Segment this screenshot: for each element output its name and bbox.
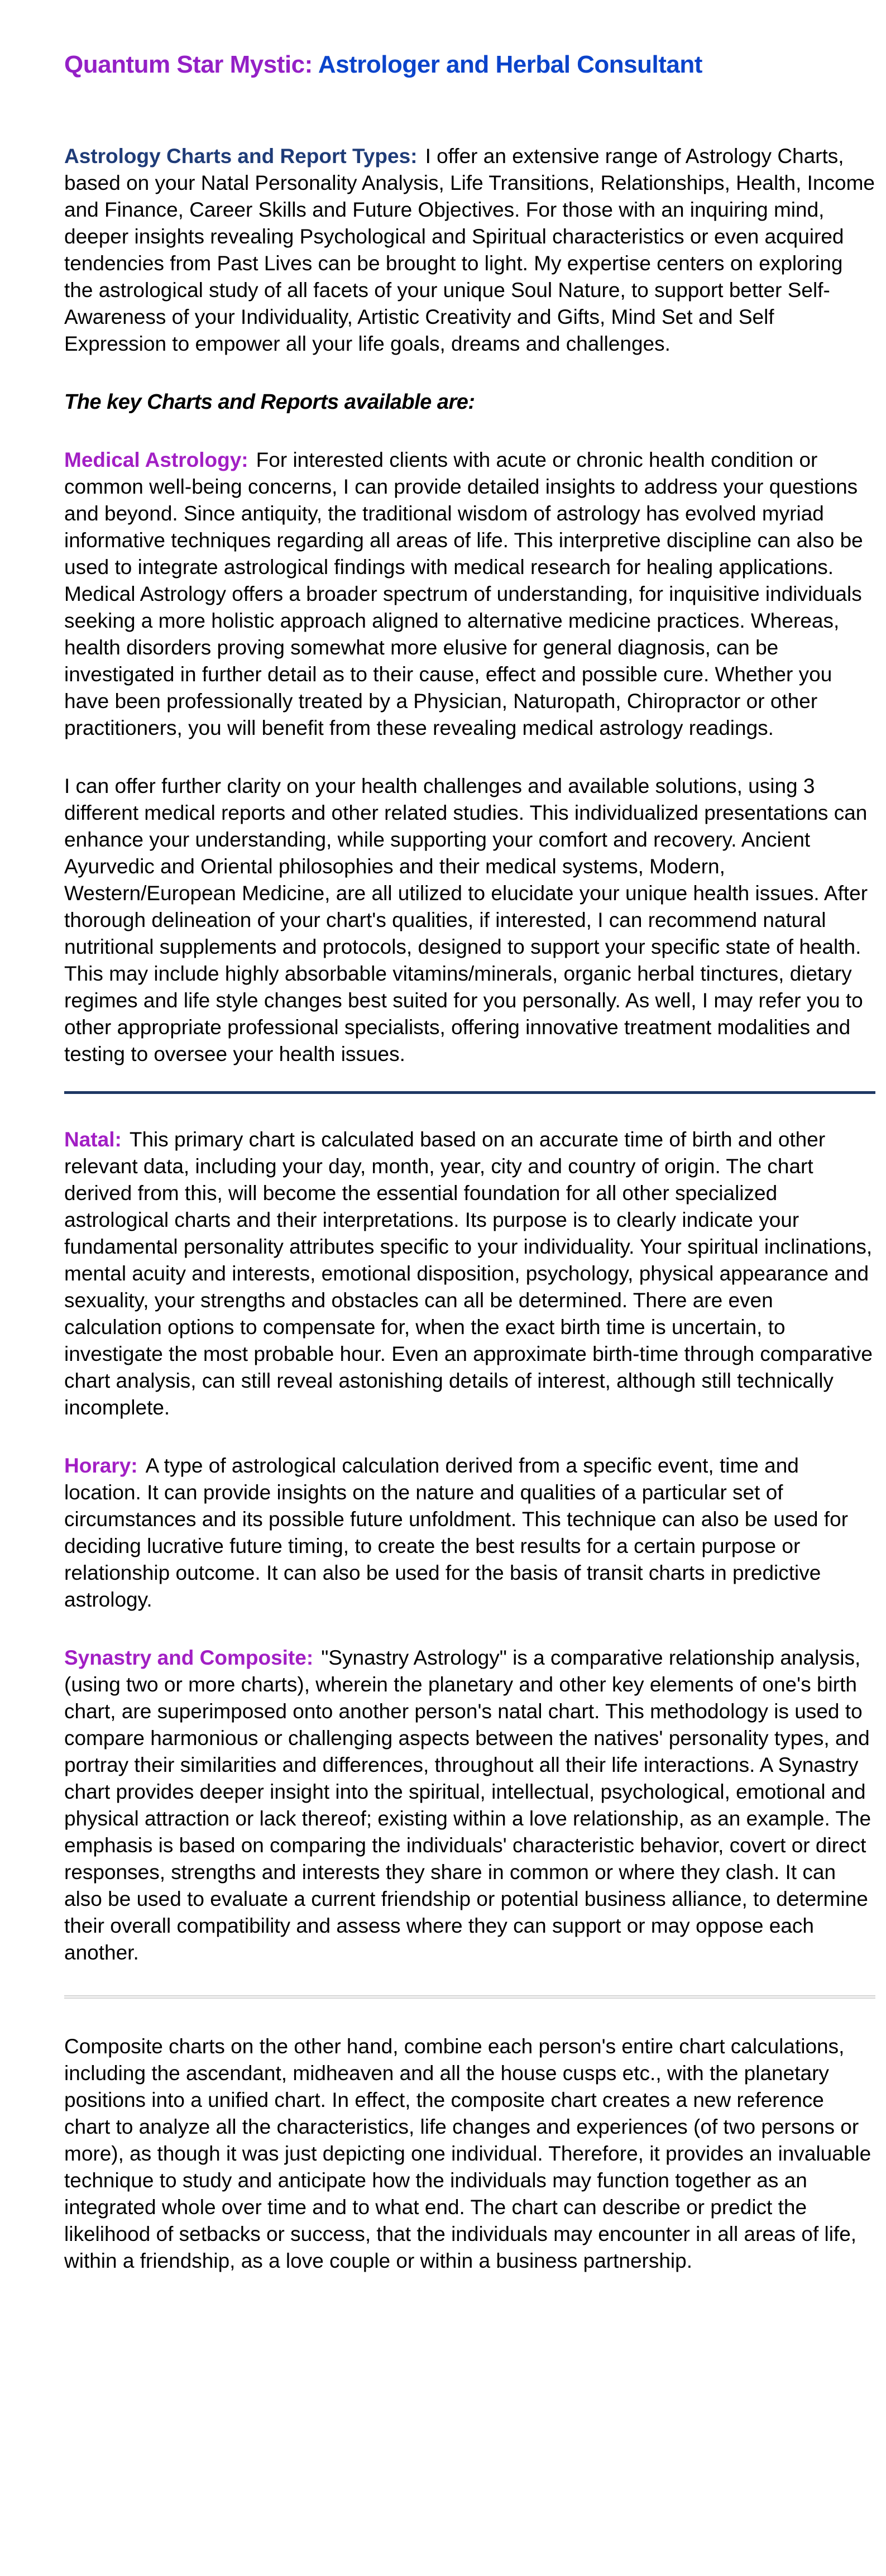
horary-text: A type of astrological calculation derived from a specific event, time and location. It can provide insights on the nature and qualities of a particular set of circumstances and its possible future unfoldment. This technique can also be used for deciding lucrative future timing, to create the best results for a certain purpose or relationship outcome. It can also be used for the basis of transit charts in predictive astrology. [64, 1454, 849, 1611]
title-lead-text: Quantum Star Mystic: [64, 51, 313, 78]
divider-gray-rule [64, 1995, 875, 1999]
composite-paragraph [64, 2033, 875, 2274]
health-clarity-paragraph [64, 773, 875, 1068]
intro-paragraph [64, 143, 875, 357]
intro-heading-label: Astrology Charts and Report Types: [64, 144, 418, 168]
divider-navy-rule [64, 1091, 875, 1094]
title-rest-text: Astrologer and Herbal Consultant [318, 51, 702, 78]
intro-text: I offer an extensive range of Astrology Charts, based on your Natal Personality Analysis, Life Transitions, Relationships, Health, Income and Finance, Career Skills and Future Objectives. For those with an inquiring mind, deeper insights revealing Psychological and Spiritual characteristics or even acquired tendencies from Past Lives can be brought to light. My expertise centers on exploring the astrological study of all facets of your unique Soul Nature, to support better Self-Awareness of your Individuality, Artistic Creativity and Gifts, Mind Set and Self Expression to empower all your life goals, dreams and challenges. [64, 144, 875, 355]
natal-text: This primary chart is calculated based on an accurate time of birth and other relevant data, including your day, month, year, city and country of origin. The chart derived from this, will become the essential foundation for all other specialized astrological charts and their interpretations. Its purpose is to clearly indicate your fundamental personality attributes specific to your individuality. Your spiritual inclinations, mental acuity and interests, emotional disposition, psychology, physical appearance and sexuality, your strengths and obstacles can all be determined. There are even calculation options to compensate for, when the exact birth time is uncertain, to investigate the most probable hour. Even an approximate birth-time through comparative chart analysis, can still reveal astonishing details of interest, although still technically incomplete. [64, 1127, 873, 1419]
key-charts-subheading: The key Charts and Reports available are: [64, 390, 475, 414]
composite-text: Composite charts on the other hand, combine each person's entire chart calculations, including the ascendant, midheaven and all the house cusps etc., with the planetary positions into a unified chart. In effect, the composite chart creates a new reference chart to analyze all the characteristics, life changes and experiences (of two persons or more), as though it was just depicting one individual. Therefore, it provides an invaluable technique to study and anticipate how the individuals may function together as an integrated whole over time and to what end. The chart can describe or predict the likelihood of setbacks or success, that the individuals may encounter in all areas of life, within a friendship, as a love couple or within a business partnership. [64, 2034, 871, 2272]
page-title [64, 50, 875, 80]
natal-label: Natal: [64, 1127, 122, 1151]
synastry-composite-text: "Synastry Astrology" is a comparative relationship analysis, (using two or more charts), wherein the planetary and other key elements of one's birth chart, are superimposed onto another person's natal chart. This methodology is used to compare harmonious or challenging aspects between the natives' personality types, and portray their similarities and differences, throughout all their life interactions. A Synastry chart provides deeper insight into the spiritual, intellectual, psychological, emotional and physical attraction or lack thereof; existing within a love relationship, as an example. The emphasis is based on comparing the individuals' characteristic behavior, covert or direct responses, strengths and interests they share in common or where they clash. It can also be used to evaluate a current friendship or potential business alliance, to determine their overall compatibility and assess where they can support or may oppose each another. [64, 1646, 871, 1964]
medical-astrology-paragraph [64, 447, 875, 742]
synastry-composite-label: Synastry and Composite: [64, 1646, 314, 1669]
horary-paragraph [64, 1452, 875, 1613]
health-clarity-text: I can offer further clarity on your health challenges and available solutions, using 3 different medical reports and other related studies. This individualized presentations can enhance your understanding, while supporting your comfort and recovery. Ancient Ayurvedic and Oriental philosophies and their medical systems, Modern, Western/European Medicine, are all utilized to elucidate your unique health issues. After thorough delineation of your chart's qualities, if interested, I can recommend natural nutritional supplements and protocols, designed to support your specific state of health. This may include highly absorbable vitamins/minerals, organic herbal tinctures, dietary regimes and life style changes best suited for you personally. As well, I may refer you to other appropriate professional specialists, offering innovative treatment modalities and testing to oversee your health issues. [64, 774, 868, 1065]
horary-label: Horary: [64, 1454, 138, 1477]
medical-astrology-text: For interested clients with acute or chronic health condition or common well-being concerns, I can provide detailed insights to address your questions and beyond. Since antiquity, the traditional wisdom of astrology has evolved myriad informative techniques regarding all areas of life. This interpretive discipline can also be used to integrate astrological findings with medical research for healing applications. Medical Astrology offers a broader spectrum of understanding, for inquisitive individuals seeking a more holistic approach aligned to alternative medicine practices. Whereas, health disorders proving somewhat more elusive for general diagnosis, can be investigated in further detail as to their cause, effect and possible cure. Whether you have been professionally treated by a Physician, Naturopath, Chiropractor or other practitioners, you will benefit from these revealing medical astrology readings. [64, 448, 863, 739]
natal-paragraph [64, 1126, 875, 1421]
medical-astrology-label: Medical Astrology: [64, 448, 248, 471]
synastry-composite-paragraph [64, 1645, 875, 1966]
